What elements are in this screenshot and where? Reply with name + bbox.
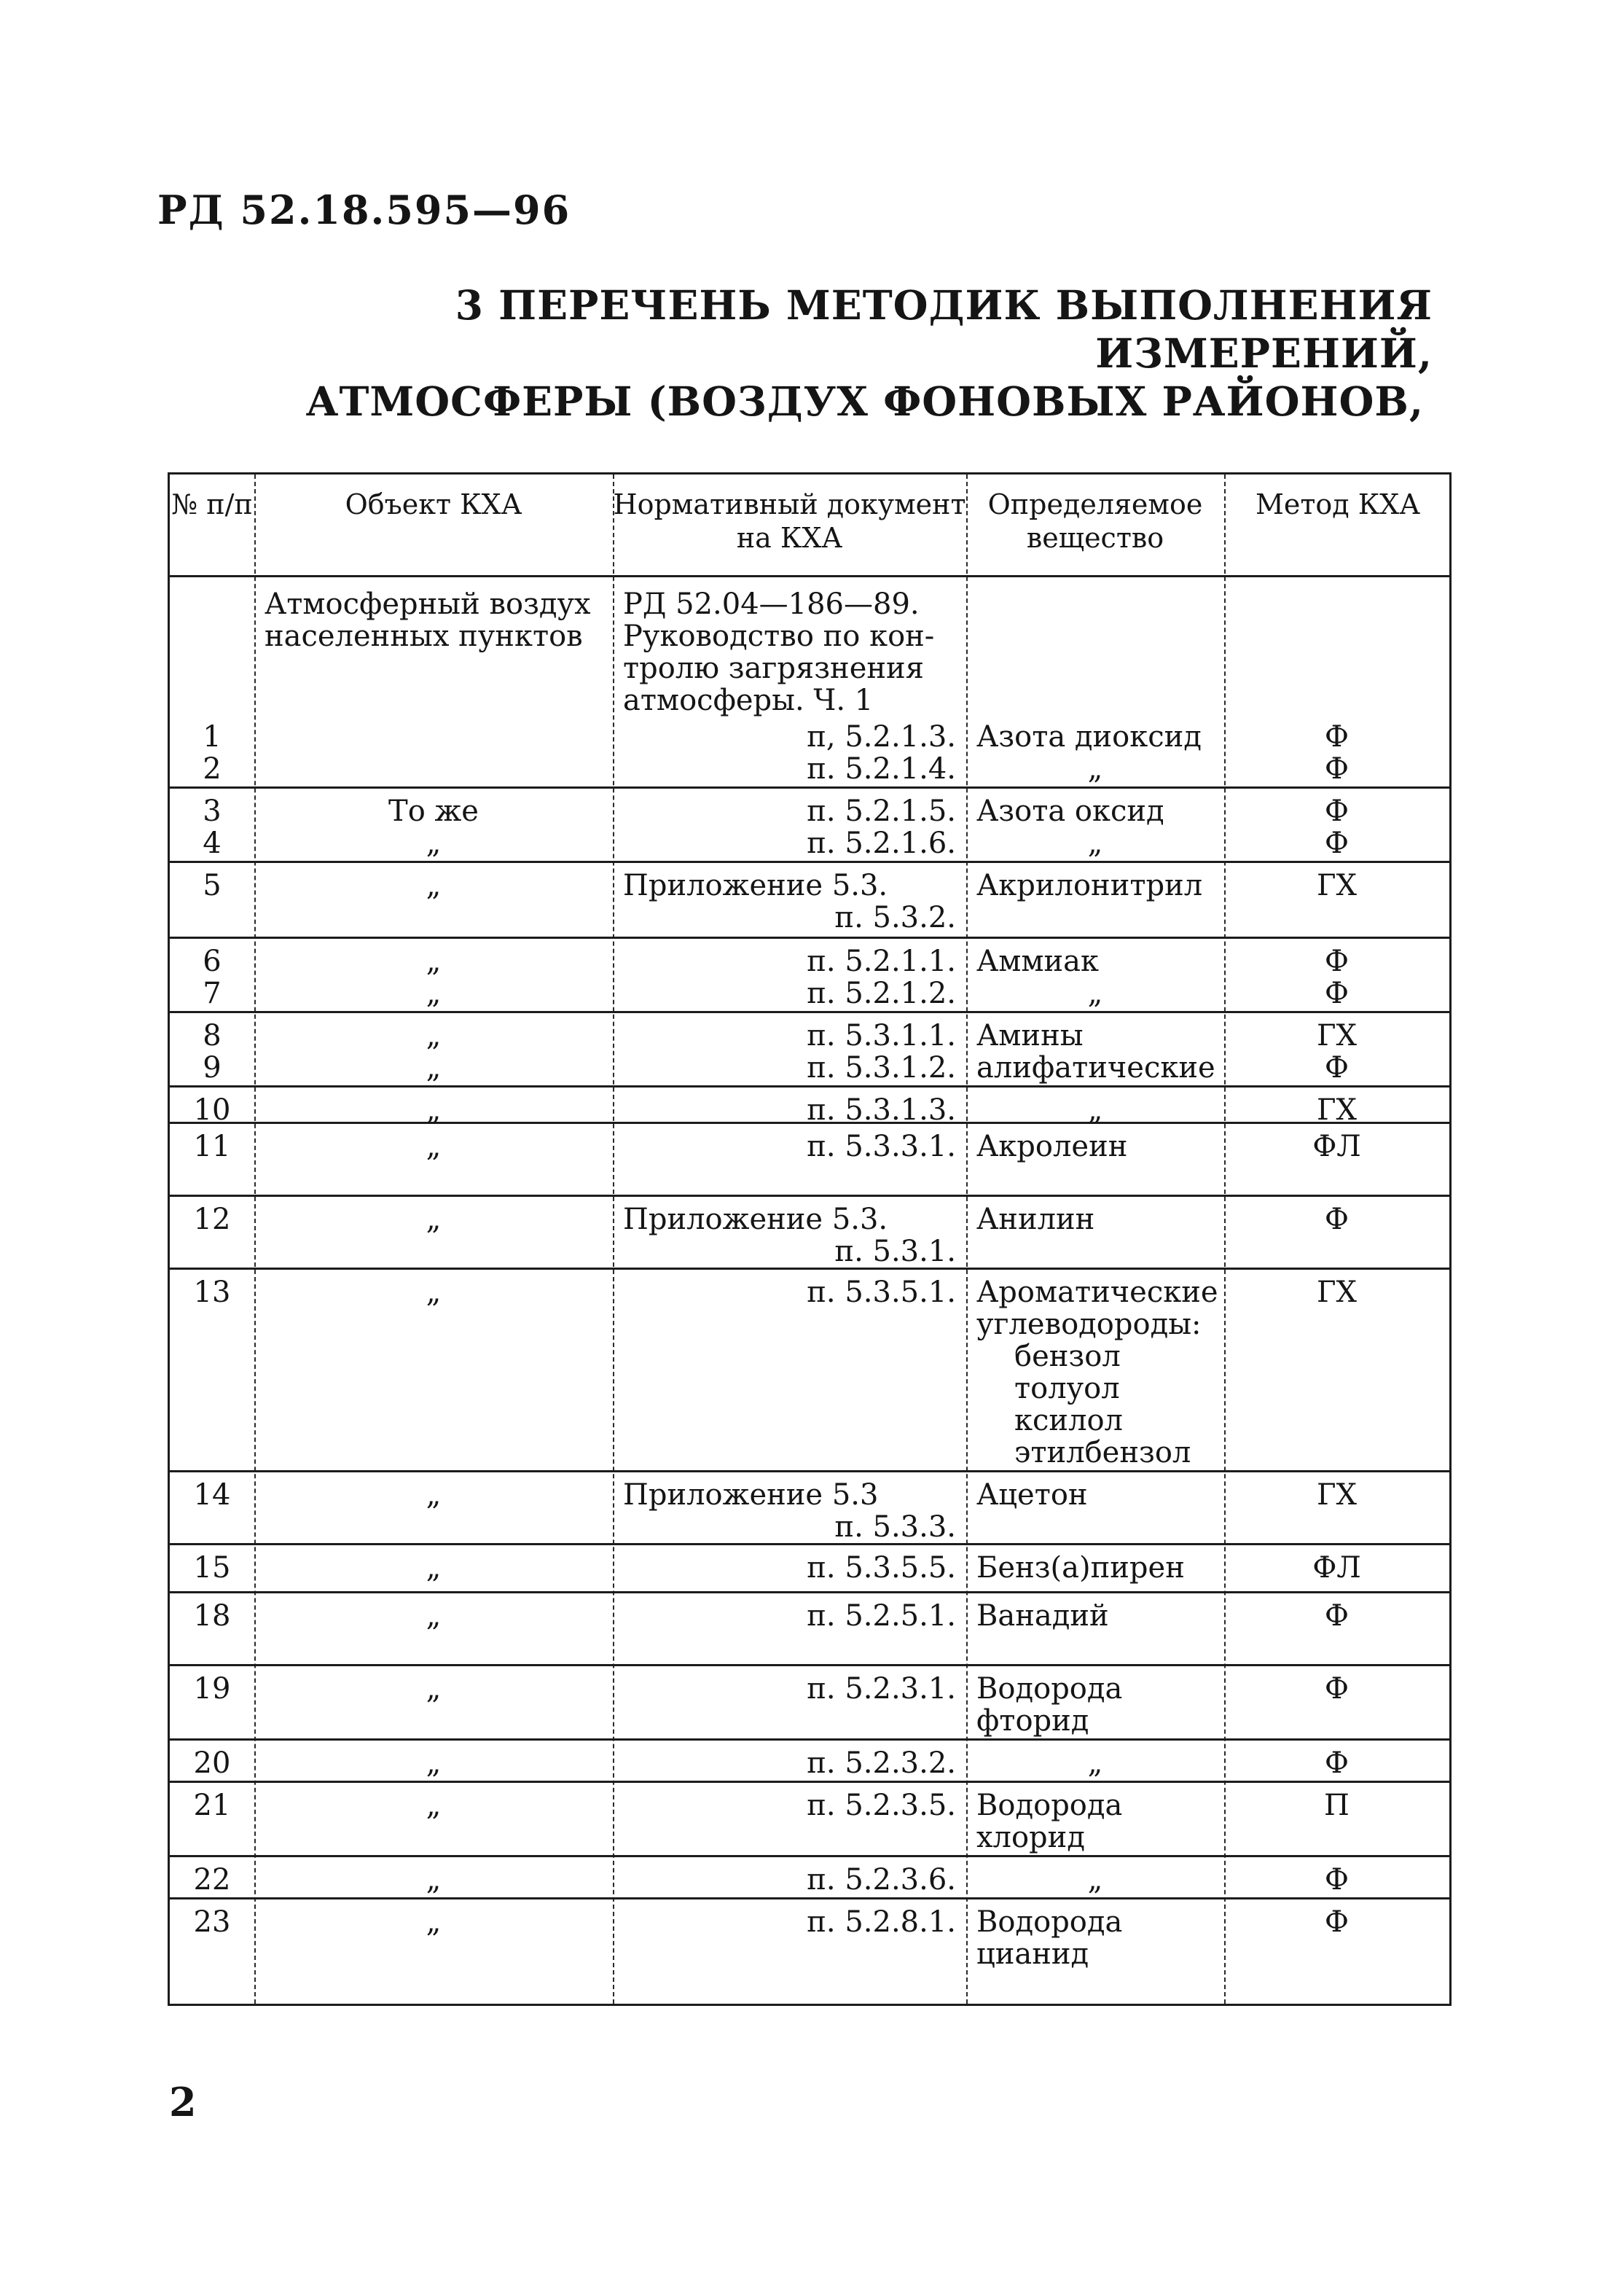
table-cell-num — [174, 1094, 250, 1126]
cell-text: Ф — [1324, 945, 1350, 978]
table-cell-num — [174, 827, 250, 859]
cell-text: Ф — [1324, 752, 1350, 786]
row-divider — [170, 1085, 1449, 1088]
cell-text: п. 5.2.3.1. — [807, 1672, 956, 1706]
table-cell-num — [174, 870, 250, 902]
cell-text: 1 — [203, 720, 222, 754]
cell-text: „ — [1087, 827, 1103, 860]
substance-subitem: ксилол — [1014, 1404, 1123, 1437]
table-cell-num — [174, 1479, 250, 1511]
row-divider — [170, 1543, 1449, 1545]
table-cell-num — [174, 1864, 250, 1896]
table-cell-sub — [976, 1052, 1214, 1084]
row-divider — [170, 1738, 1449, 1741]
table-cell-sub — [976, 1020, 1214, 1052]
cell-text: 2 — [203, 752, 222, 786]
cell-text: п. 5.2.3.2. — [807, 1746, 956, 1780]
table-cell-sub — [976, 1203, 1214, 1235]
table-cell-sub — [976, 1906, 1214, 1970]
table-cell-doc — [623, 588, 956, 716]
table-cell-num — [174, 1020, 250, 1052]
cell-text: Ф — [1324, 1672, 1350, 1706]
cell-text: п. 5.3.3. — [834, 1510, 956, 1544]
table-cell-obj — [265, 1864, 603, 1896]
cell-text: „ — [426, 827, 442, 860]
cell-text: „ — [1087, 977, 1103, 1010]
substance-subitem: бензол — [1014, 1340, 1121, 1373]
table-cell-doc — [623, 1552, 956, 1584]
cell-text: Ф — [1324, 1905, 1350, 1939]
cell-text: ФЛ — [1312, 1551, 1361, 1585]
table-cell-obj — [265, 1052, 603, 1084]
cell-text: ГХ — [1317, 1276, 1357, 1309]
cell-text: Руководство по кон- — [623, 620, 935, 653]
table-cell-sub — [976, 977, 1214, 1010]
row-divider — [170, 937, 1449, 939]
cell-text: п. 5.2.1.6. — [807, 827, 956, 860]
cell-text: Ф — [1324, 1203, 1350, 1236]
cell-text: Приложение 5.3 — [623, 1478, 879, 1512]
cell-text: п. 5.3.5.1. — [807, 1276, 956, 1309]
cell-text: населенных пунктов — [265, 620, 583, 653]
table-cell-doc — [623, 1479, 956, 1543]
cell-text: 7 — [203, 977, 222, 1010]
cell-text: п. 5.2.1.1. — [807, 945, 956, 978]
cell-text: 19 — [193, 1672, 231, 1706]
substance-subitem: толуол — [1014, 1372, 1120, 1405]
table-cell-obj — [265, 1906, 603, 1938]
cell-text: углеводороды: — [976, 1308, 1202, 1341]
cell-text: 22 — [193, 1863, 231, 1897]
cell-text: „ — [426, 1276, 442, 1309]
cell-text: „ — [426, 977, 442, 1010]
table-cell-obj — [265, 1203, 603, 1235]
cell-text: тролю загрязнения — [623, 652, 924, 685]
table-cell-sub — [976, 795, 1214, 827]
column-divider — [966, 475, 968, 2004]
section-title-line-2: АТМОСФЕРЫ (ВОЗДУХ ФОНОВЫХ РАЙОНОВ, — [305, 378, 1424, 425]
table-cell-num — [174, 1203, 250, 1235]
column-divider — [613, 475, 614, 2004]
cell-text: „ — [426, 945, 442, 978]
cell-text: Анилин — [976, 1203, 1095, 1236]
table-cell-num — [174, 1600, 250, 1632]
table-cell-doc — [623, 977, 956, 1010]
table-cell-sub — [976, 1276, 1218, 1469]
cell-text: „ — [426, 1203, 442, 1236]
table-cell-doc — [623, 1673, 956, 1705]
cell-text: п. 5.2.1.5. — [807, 794, 956, 828]
table-cell-met — [1229, 1203, 1445, 1235]
table-cell-sub — [976, 945, 1214, 977]
cell-text: Водорода — [976, 1672, 1123, 1706]
table-cell-sub — [976, 827, 1214, 859]
table-cell-doc — [623, 827, 956, 859]
cell-text: п. 5.2.3.6. — [807, 1863, 956, 1897]
cell-text: п, 5.2.1.3. — [807, 720, 956, 754]
cell-text: Водорода — [976, 1789, 1123, 1822]
cell-text: Ф — [1324, 1863, 1350, 1897]
header-document: Нормативный документ на КХА — [613, 488, 966, 554]
cell-text: „ — [426, 1905, 442, 1939]
cell-text: „ — [426, 1789, 442, 1822]
column-divider — [254, 475, 256, 2004]
table-cell-sub — [976, 870, 1214, 902]
cell-text: п. 5.3.5.5. — [807, 1551, 956, 1585]
table-cell-met — [1229, 1600, 1445, 1632]
table-cell-obj — [265, 588, 603, 652]
table-cell-num — [174, 945, 250, 977]
cell-text: „ — [426, 1863, 442, 1897]
cell-text: Акролеин — [976, 1130, 1128, 1163]
table-cell-doc — [623, 1052, 956, 1084]
table-cell-sub — [976, 1479, 1214, 1511]
table-cell-met — [1229, 1906, 1445, 1938]
cell-text: п. 5.3.1.1. — [807, 1019, 956, 1053]
cell-text: 9 — [203, 1051, 222, 1085]
cell-text: 18 — [193, 1599, 231, 1633]
table-cell-num — [174, 1052, 250, 1084]
cell-text: п. 5.3.3.1. — [807, 1130, 956, 1163]
table-cell-obj — [265, 1131, 603, 1163]
table-cell-obj — [265, 977, 603, 1010]
cell-text: хлорид — [976, 1821, 1085, 1854]
table-cell-sub — [976, 1131, 1214, 1163]
row-divider — [170, 1591, 1449, 1593]
table-cell-num — [174, 977, 250, 1010]
table-cell-met — [1229, 1552, 1445, 1584]
cell-text: п. 5.3.1. — [834, 1235, 956, 1268]
section-title — [259, 281, 1433, 426]
table-cell-met — [1229, 827, 1445, 859]
table-cell-met — [1229, 1479, 1445, 1511]
table-cell-obj — [265, 1747, 603, 1779]
cell-text: 13 — [193, 1276, 231, 1309]
table-cell-sub — [976, 1094, 1214, 1126]
cell-text: фторид — [976, 1704, 1089, 1738]
header-substance: Определяемое вещество — [987, 488, 1203, 554]
table-cell-met — [1229, 753, 1445, 785]
cell-text: ФЛ — [1312, 1130, 1361, 1163]
cell-text: п. 5.2.1.4. — [807, 752, 956, 786]
cell-text: Ф — [1324, 1746, 1350, 1780]
cell-text: „ — [426, 1019, 442, 1053]
cell-text: „ — [426, 1672, 442, 1706]
cell-text: Ароматические — [976, 1276, 1218, 1309]
cell-text: п. 5.3.1.2. — [807, 1051, 956, 1085]
cell-text: „ — [426, 869, 442, 902]
cell-text: Ацетон — [976, 1478, 1088, 1512]
row-divider — [170, 1897, 1449, 1899]
table-cell-obj — [265, 1479, 603, 1511]
cell-text: п. 5.3.2. — [834, 901, 956, 934]
cell-text: „ — [426, 1130, 442, 1163]
table-cell-met — [1229, 870, 1445, 902]
table-cell-num — [174, 1747, 250, 1779]
table-cell-doc — [623, 1789, 956, 1821]
cell-text: Ф — [1324, 827, 1350, 860]
table-cell-doc — [623, 1906, 956, 1938]
cell-text: „ — [426, 1551, 442, 1585]
table-cell-met — [1229, 945, 1445, 977]
cell-text: ГХ — [1317, 1093, 1357, 1127]
cell-text: „ — [1087, 1746, 1103, 1780]
cell-text: Ванадий — [976, 1599, 1109, 1633]
cell-text: 11 — [193, 1130, 231, 1163]
cell-text: П — [1324, 1789, 1350, 1822]
table-cell-obj — [265, 945, 603, 977]
table-cell-met — [1229, 977, 1445, 1010]
table-cell-doc — [623, 795, 956, 827]
table-cell-doc — [623, 1276, 956, 1308]
table-cell-num — [174, 753, 250, 785]
table-cell-met — [1229, 1020, 1445, 1052]
cell-text: Ф — [1324, 794, 1350, 828]
row-divider — [170, 861, 1449, 863]
cell-text: 23 — [193, 1905, 231, 1939]
table-cell-num — [174, 1276, 250, 1308]
cell-text: „ — [1087, 1093, 1103, 1127]
cell-text: „ — [1087, 1863, 1103, 1897]
cell-text: Аммиак — [976, 945, 1100, 978]
cell-text: 8 — [203, 1019, 222, 1053]
table-cell-sub — [976, 1552, 1214, 1584]
cell-text: 21 — [193, 1789, 231, 1822]
table-cell-sub — [976, 1789, 1214, 1854]
cell-text: Приложение 5.3. — [623, 869, 888, 902]
cell-text: 3 — [203, 794, 222, 828]
table-cell-met — [1229, 1052, 1445, 1084]
cell-text: Ф — [1324, 1051, 1350, 1085]
row-divider — [170, 1855, 1449, 1857]
table-cell-met — [1229, 721, 1445, 753]
table-cell-met — [1229, 1131, 1445, 1163]
cell-text: 6 — [203, 945, 222, 978]
table-cell-met — [1229, 1094, 1445, 1126]
table-cell-sub — [976, 721, 1214, 753]
table-cell-doc — [623, 1600, 956, 1632]
cell-text: 14 — [193, 1478, 231, 1512]
table-cell-doc — [623, 1747, 956, 1779]
row-divider — [170, 1664, 1449, 1666]
cell-text: цианид — [976, 1937, 1089, 1971]
table-cell-obj — [265, 870, 603, 902]
table-cell-num — [174, 1789, 250, 1821]
table-cell-obj — [265, 795, 603, 827]
cell-text: „ — [426, 1051, 442, 1085]
table-cell-obj — [265, 1094, 603, 1126]
cell-text: Азота оксид — [976, 794, 1164, 828]
cell-text: „ — [426, 1599, 442, 1633]
table-cell-num — [174, 1906, 250, 1938]
table-cell-doc — [623, 721, 956, 753]
table-cell-doc — [623, 1131, 956, 1163]
column-divider — [1224, 475, 1226, 2004]
row-divider — [170, 1268, 1449, 1270]
cell-text: Ф — [1324, 720, 1350, 754]
cell-text: „ — [426, 1093, 442, 1127]
table-cell-sub — [976, 1600, 1214, 1632]
cell-text: То же — [388, 794, 479, 828]
cell-text: Акрилонитрил — [976, 869, 1203, 902]
cell-text: 12 — [193, 1203, 231, 1236]
table-cell-obj — [265, 1276, 603, 1308]
cell-text: 5 — [203, 869, 222, 902]
table-cell-met — [1229, 1276, 1445, 1308]
cell-text: „ — [1087, 752, 1103, 786]
header-method: Метод КХА — [1255, 488, 1420, 520]
section-title-line-1: 3 ПЕРЕЧЕНЬ МЕТОДИК ВЫПОЛНЕНИЯ ИЗМЕРЕНИЙ, — [455, 281, 1433, 377]
cell-text: 20 — [193, 1746, 231, 1780]
cell-text: ГХ — [1317, 1478, 1357, 1512]
table-cell-doc — [623, 870, 956, 934]
cell-text: ГХ — [1317, 869, 1357, 902]
row-divider — [170, 1781, 1449, 1783]
cell-text: п. 5.2.5.1. — [807, 1599, 956, 1633]
table-cell-obj — [265, 1552, 603, 1584]
cell-text: „ — [426, 1746, 442, 1780]
table-cell-sub — [976, 1673, 1214, 1737]
header-object: Объект КХА — [345, 488, 522, 520]
cell-text: Ф — [1324, 1599, 1350, 1633]
table-cell-sub — [976, 1747, 1214, 1779]
row-divider — [170, 1470, 1449, 1472]
table-cell-doc — [623, 753, 956, 785]
cell-text: „ — [426, 1478, 442, 1512]
row-divider — [170, 1011, 1449, 1013]
cell-text: 10 — [193, 1093, 231, 1127]
table-cell-doc — [623, 1020, 956, 1052]
row-divider — [170, 1195, 1449, 1197]
table-cell-doc — [623, 945, 956, 977]
table-cell-met — [1229, 795, 1445, 827]
cell-text: п. 5.3.1.3. — [807, 1093, 956, 1127]
cell-text: Водорода — [976, 1905, 1123, 1939]
cell-text: ГХ — [1317, 1019, 1357, 1053]
table-cell-sub — [976, 753, 1214, 785]
header-num: № п/п — [171, 488, 253, 520]
cell-text: алифатические — [976, 1051, 1215, 1085]
table-cell-num — [174, 721, 250, 753]
page-number: 2 — [169, 2079, 197, 2125]
cell-text: Ф — [1324, 977, 1350, 1010]
table-cell-obj — [265, 1600, 603, 1632]
cell-text: Атмосферный воздух — [265, 587, 591, 621]
cell-text: Бенз(а)пирен — [976, 1551, 1185, 1585]
cell-text: п. 5.2.3.5. — [807, 1789, 956, 1822]
cell-text: п. 5.2.1.2. — [807, 977, 956, 1010]
table-cell-obj — [265, 1789, 603, 1821]
table-cell-num — [174, 1673, 250, 1705]
cell-text: п. 5.2.8.1. — [807, 1905, 956, 1939]
substance-subitem: этилбензол — [1014, 1436, 1191, 1469]
table-cell-obj — [265, 827, 603, 859]
document-id: РД 52.18.595—96 — [157, 187, 571, 233]
table-cell-met — [1229, 1789, 1445, 1821]
table-cell-num — [174, 1131, 250, 1163]
table-cell-doc — [623, 1094, 956, 1126]
cell-text: 15 — [193, 1551, 231, 1585]
cell-text: 4 — [203, 827, 222, 860]
cell-text: Азота диоксид — [976, 720, 1202, 754]
table-cell-obj — [265, 1020, 603, 1052]
cell-text: атмосферы. Ч. 1 — [623, 684, 874, 717]
table-cell-met — [1229, 1673, 1445, 1705]
table-cell-doc — [623, 1864, 956, 1896]
cell-text: Амины — [976, 1019, 1084, 1053]
table-cell-met — [1229, 1747, 1445, 1779]
table-cell-obj — [265, 1673, 603, 1705]
cell-text: РД 52.04—186—89. — [623, 587, 920, 621]
row-divider — [170, 786, 1449, 789]
methods-table — [168, 472, 1452, 2006]
table-cell-sub — [976, 1864, 1214, 1896]
table-cell-doc — [623, 1203, 956, 1268]
table-cell-num — [174, 1552, 250, 1584]
header-divider — [170, 575, 1449, 577]
table-cell-met — [1229, 1864, 1445, 1896]
table-cell-num — [174, 795, 250, 827]
cell-text: Приложение 5.3. — [623, 1203, 888, 1236]
